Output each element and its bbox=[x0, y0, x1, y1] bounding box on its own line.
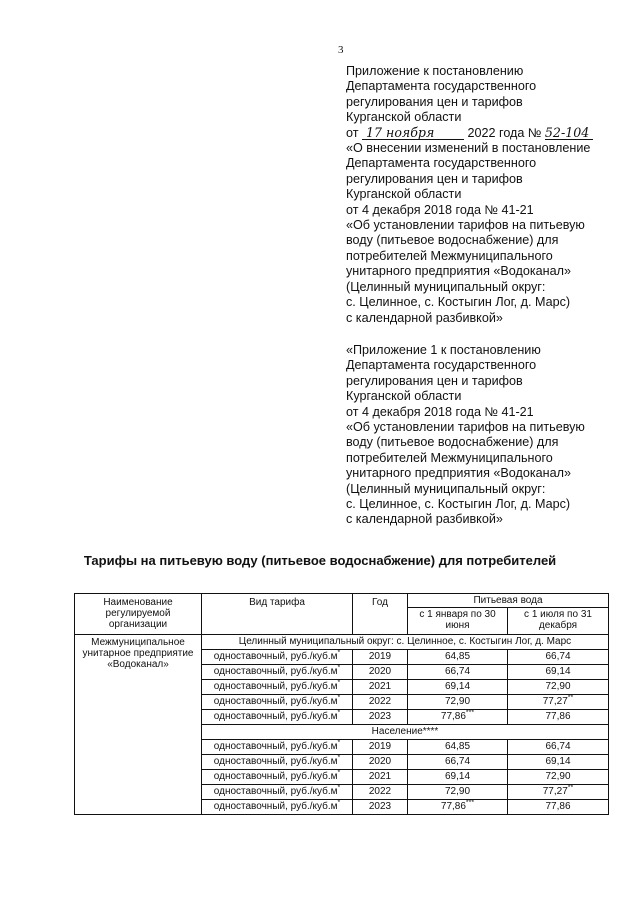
preamble-line: «Об установлении тарифов на питьевую bbox=[346, 419, 585, 434]
preamble-line: с. Целинное, с. Костыгин Лог, д. Марс) bbox=[346, 295, 571, 310]
table-title: Тарифы на питьевую воду (питьевое водоснабжение) для потребителей bbox=[83, 553, 557, 568]
tariff-h1-cell: 69,14 bbox=[408, 680, 508, 695]
year-cell: 2020 bbox=[353, 755, 408, 770]
preamble-line: от 4 декабря 2018 года № 41-21 bbox=[346, 404, 534, 419]
preamble-line: Курганской области bbox=[346, 187, 462, 202]
tariff-h1-cell: 64,85 bbox=[408, 650, 508, 665]
preamble-line: (Целинный муниципальный округ: bbox=[346, 481, 546, 496]
preamble-line: Курганской области bbox=[346, 110, 462, 125]
preamble-line: «Об установлении тарифов на питьевую bbox=[346, 218, 585, 233]
section-header-row bbox=[75, 635, 609, 650]
tariff-table bbox=[74, 593, 609, 815]
tariff-type-cell: одноставочный, руб./куб.м* bbox=[202, 800, 353, 815]
resolution-date-line bbox=[346, 126, 626, 141]
preamble-line: «О внесении изменений в постановление bbox=[346, 141, 591, 156]
header-year: Год bbox=[353, 594, 408, 635]
year-cell: 2019 bbox=[353, 650, 408, 665]
tariff-type-cell: одноставочный, руб./куб.м* bbox=[202, 650, 353, 665]
tariff-h1-cell: 72,90 bbox=[408, 785, 508, 800]
year-cell: 2020 bbox=[353, 665, 408, 680]
amendment-title-lines bbox=[346, 141, 626, 326]
year-cell: 2023 bbox=[353, 710, 408, 725]
preamble-line: регулирования цен и тарифов bbox=[346, 171, 523, 186]
preamble-line: Приложение к постановлению bbox=[346, 64, 524, 78]
tariff-h2-cell: 66,74 bbox=[508, 650, 609, 665]
section-label: Население**** bbox=[202, 725, 609, 740]
preamble-line: от 4 декабря 2018 года № 41-21 bbox=[346, 202, 534, 217]
tariff-h2-cell: 69,14 bbox=[508, 665, 609, 680]
year-cell: 2022 bbox=[353, 695, 408, 710]
tariff-h2-cell: 72,90 bbox=[508, 680, 609, 695]
preamble-line: регулирования цен и тарифов bbox=[346, 94, 523, 109]
header-period-2: с 1 июля по 31 декабря bbox=[508, 608, 609, 635]
section-label: Целинный муниципальный округ: с. Целинное, с. Костыгин Лог, д. Марс bbox=[202, 635, 609, 650]
preamble-line: потребителей Межмуниципального bbox=[346, 450, 553, 465]
tariff-h2-cell: 77,86 bbox=[508, 800, 609, 815]
year-text: 2022 года № bbox=[467, 125, 542, 140]
tariff-type-cell: одноставочный, руб./куб.м* bbox=[202, 680, 353, 695]
tariff-h2-cell: 77,27** bbox=[508, 695, 609, 710]
tariff-type-cell: одноставочный, руб./куб.м* bbox=[202, 710, 353, 725]
tariff-h2-cell: 69,14 bbox=[508, 755, 609, 770]
preamble-line: Департамента государственного bbox=[346, 79, 537, 94]
tariff-type-cell: одноставочный, руб./куб.м* bbox=[202, 770, 353, 785]
tariff-h2-cell: 77,86 bbox=[508, 710, 609, 725]
tariff-h1-cell: 66,74 bbox=[408, 665, 508, 680]
header-water: Питьевая вода bbox=[408, 594, 609, 608]
header-type: Вид тарифа bbox=[202, 594, 353, 635]
year-cell: 2023 bbox=[353, 800, 408, 815]
handwritten-date: 17 ноября bbox=[362, 126, 464, 140]
preamble-line: Департамента государственного bbox=[346, 358, 537, 373]
tariff-h2-cell: 72,90 bbox=[508, 770, 609, 785]
tariff-type-cell: одноставочный, руб./куб.м* bbox=[202, 665, 353, 680]
preamble-line: с календарной разбивкой» bbox=[346, 310, 503, 325]
preamble-line: воду (питьевое водоснабжение) для bbox=[346, 233, 559, 248]
tariff-type-cell: одноставочный, руб./куб.м* bbox=[202, 740, 353, 755]
resolution-preamble bbox=[346, 64, 626, 528]
preamble-line: унитарного предприятия «Водоканал» bbox=[346, 264, 571, 279]
tariff-type-cell: одноставочный, руб./куб.м* bbox=[202, 695, 353, 710]
tariff-type-cell: одноставочный, руб./куб.м* bbox=[202, 755, 353, 770]
table-header-row bbox=[75, 594, 609, 608]
preamble-line: с календарной разбивкой» bbox=[346, 512, 503, 527]
preamble-line: «Приложение 1 к постановлению bbox=[346, 342, 541, 357]
year-cell: 2021 bbox=[353, 770, 408, 785]
tariff-type-cell: одноставочный, руб./куб.м* bbox=[202, 785, 353, 800]
date-prefix: от bbox=[346, 125, 359, 140]
year-cell: 2021 bbox=[353, 680, 408, 695]
appendix-1-header-lines bbox=[346, 343, 626, 528]
tariff-h2-cell: 77,27** bbox=[508, 785, 609, 800]
year-cell: 2022 bbox=[353, 785, 408, 800]
page-number: 3 bbox=[338, 44, 344, 56]
organization-name: Межмуниципальное унитарное предприятие «Водоканал» bbox=[75, 635, 202, 815]
preamble-line: потребителей Межмуниципального bbox=[346, 248, 553, 263]
appendix-header-lines bbox=[346, 64, 626, 126]
tariff-h1-cell: 64,85 bbox=[408, 740, 508, 755]
header-org: Наименование регулируемой организации bbox=[75, 594, 202, 635]
preamble-line: Департамента государственного bbox=[346, 156, 537, 171]
header-period-1: с 1 января по 30 июня bbox=[408, 608, 508, 635]
handwritten-number: 52-104 bbox=[545, 126, 593, 140]
tariff-h1-cell: 77,86*** bbox=[408, 710, 508, 725]
preamble-line: регулирования цен и тарифов bbox=[346, 373, 523, 388]
preamble-line: воду (питьевое водоснабжение) для bbox=[346, 435, 559, 450]
preamble-line: (Целинный муниципальный округ: bbox=[346, 279, 546, 294]
tariff-h1-cell: 72,90 bbox=[408, 695, 508, 710]
preamble-line: унитарного предприятия «Водоканал» bbox=[346, 466, 571, 481]
tariff-h1-cell: 77,86*** bbox=[408, 800, 508, 815]
tariff-h1-cell: 66,74 bbox=[408, 755, 508, 770]
year-cell: 2019 bbox=[353, 740, 408, 755]
preamble-line: Курганской области bbox=[346, 389, 462, 404]
preamble-line: с. Целинное, с. Костыгин Лог, д. Марс) bbox=[346, 496, 571, 511]
tariff-h2-cell: 66,74 bbox=[508, 740, 609, 755]
tariff-h1-cell: 69,14 bbox=[408, 770, 508, 785]
